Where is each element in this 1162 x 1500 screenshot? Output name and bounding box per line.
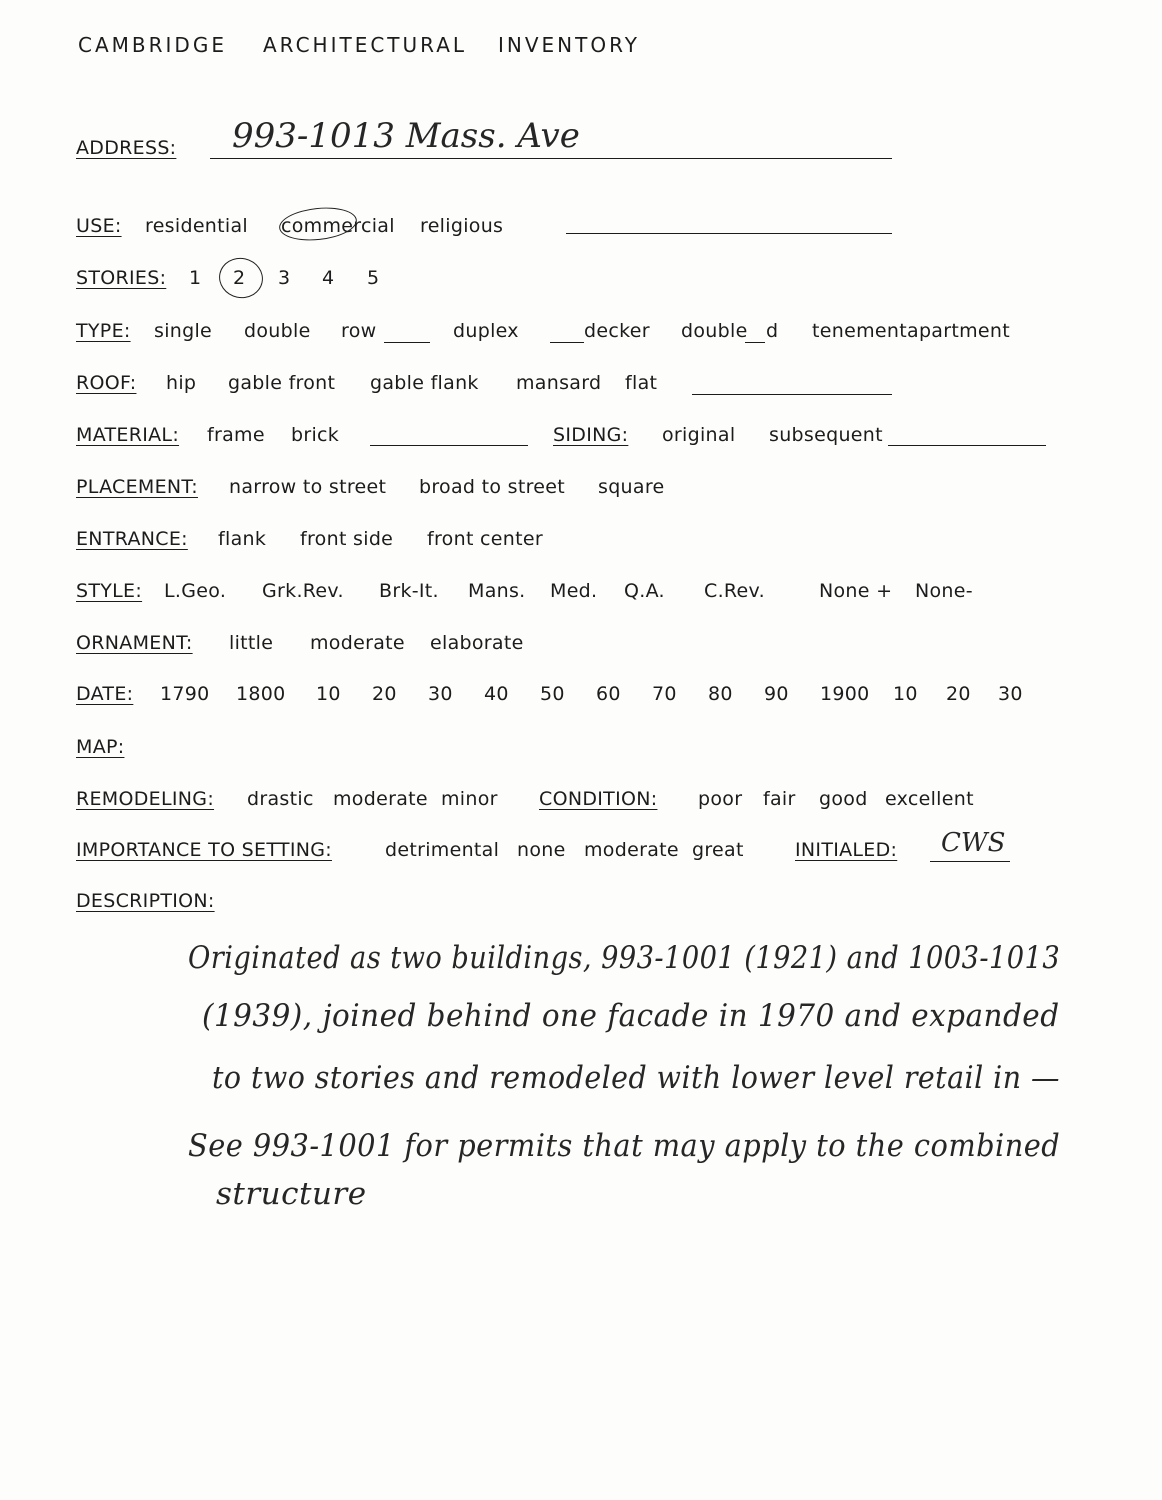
date-option-1810[interactable]: 10 [316,683,341,705]
roof-option-gable-flank[interactable]: gable flank [370,372,479,394]
type-double-d-blank [745,342,765,343]
use-label: USE: [76,215,122,237]
date-option-1920[interactable]: 20 [946,683,971,705]
date-option-1850[interactable]: 50 [540,683,565,705]
initialed-label: INITIALED: [795,839,898,861]
material-option-brick[interactable]: brick [291,424,340,446]
importance-option-detrimental[interactable]: detrimental [385,839,500,861]
date-option-1790[interactable]: 1790 [160,683,210,705]
ornament-option-elaborate[interactable]: elaborate [430,632,524,654]
style-label: STYLE: [76,580,143,602]
condition-option-fair[interactable]: fair [763,788,796,810]
placement-option-square[interactable]: square [598,476,665,498]
entrance-label: ENTRANCE: [76,528,188,550]
use-selection-circle [278,204,359,244]
placement-option-narrow[interactable]: narrow to street [229,476,387,498]
roof-option-flat[interactable]: flat [625,372,658,394]
stories-label: STORIES: [76,267,167,289]
use-option-residential[interactable]: residential [145,215,249,237]
header-architectural: ARCHITECTURAL [263,33,468,57]
material-label: MATERIAL: [76,424,180,446]
date-option-1820[interactable]: 20 [372,683,397,705]
style-option-crev[interactable]: C.Rev. [704,580,765,602]
importance-option-none[interactable]: none [517,839,566,861]
header-cambridge: CAMBRIDGE [78,33,227,57]
type-option-double-d[interactable]: double [681,320,748,342]
style-option-grkrev[interactable]: Grk.Rev. [262,580,344,602]
stories-option-5[interactable]: 5 [367,267,380,289]
roof-option-gable-front[interactable]: gable front [228,372,336,394]
use-other-line [566,233,892,234]
type-option-decker[interactable]: decker [584,320,650,342]
condition-option-good[interactable]: good [819,788,868,810]
initialed-value[interactable]: CWS [941,828,1006,858]
entrance-option-flank[interactable]: flank [218,528,267,550]
remodeling-option-moderate[interactable]: moderate [333,788,428,810]
address-line [210,158,892,159]
siding-option-subsequent[interactable]: subsequent [769,424,883,446]
roof-other-line [692,394,892,395]
condition-label: CONDITION: [539,788,658,810]
type-option-duplex[interactable]: duplex [453,320,519,342]
date-option-1870[interactable]: 70 [652,683,677,705]
date-option-1900[interactable]: 1900 [820,683,870,705]
type-option-double[interactable]: double [244,320,311,342]
date-option-1840[interactable]: 40 [484,683,509,705]
address-label: ADDRESS: [76,137,177,159]
ornament-option-moderate[interactable]: moderate [310,632,405,654]
material-other-line [370,445,528,446]
description-line-5: structure [216,1176,367,1212]
date-option-1880[interactable]: 80 [708,683,733,705]
stories-option-3[interactable]: 3 [278,267,291,289]
date-option-1800[interactable]: 1800 [236,683,286,705]
type-option-tenement[interactable]: tenement [812,320,907,342]
importance-option-moderate[interactable]: moderate [584,839,679,861]
type-option-d[interactable]: d [766,320,779,342]
roof-option-hip[interactable]: hip [166,372,197,394]
roof-label: ROOF: [76,372,137,394]
description-line-2: (1939), joined behind one facade in 1970 and expanded [202,998,1060,1034]
description-label: DESCRIPTION: [76,890,215,912]
condition-option-excellent[interactable]: excellent [885,788,974,810]
use-option-commercial[interactable]: commercial [281,215,395,237]
address-value[interactable]: 993-1013 Mass. Ave [232,116,580,156]
remodeling-option-minor[interactable]: minor [441,788,498,810]
date-option-1830[interactable]: 30 [428,683,453,705]
header-inventory: INVENTORY [498,33,640,57]
type-row-blank [384,342,430,343]
condition-option-poor[interactable]: poor [698,788,743,810]
stories-option-4[interactable]: 4 [322,267,335,289]
remodeling-label: REMODELING: [76,788,215,810]
stories-selection-circle [215,254,266,302]
initialed-line [930,861,1010,862]
stories-option-2[interactable]: 2 [233,267,246,289]
siding-option-original[interactable]: original [662,424,736,446]
description-line-4: See 993-1001 for permits that may apply to the combined [188,1128,1061,1164]
description-line-3: to two stories and remodeled with lower level retail in — [212,1060,1060,1096]
style-option-med[interactable]: Med. [550,580,598,602]
ornament-label: ORNAMENT: [76,632,193,654]
date-option-1930[interactable]: 30 [998,683,1023,705]
type-label: TYPE: [76,320,131,342]
type-option-apartment[interactable]: apartment [907,320,1010,342]
entrance-option-front-center[interactable]: front center [427,528,543,550]
style-option-mans[interactable]: Mans. [468,580,526,602]
date-option-1910[interactable]: 10 [893,683,918,705]
type-decker-blank [550,342,584,343]
description-line-1: Originated as two buildings, 993-1001 (1921) and 1003-1013 [188,940,1061,976]
map-label: MAP: [76,736,125,758]
material-option-frame[interactable]: frame [207,424,265,446]
siding-other-line [888,445,1046,446]
style-option-brkit[interactable]: Brk-It. [379,580,439,602]
placement-label: PLACEMENT: [76,476,198,498]
roof-option-mansard[interactable]: mansard [516,372,602,394]
stories-option-1[interactable]: 1 [189,267,202,289]
date-option-1860[interactable]: 60 [596,683,621,705]
style-option-none-plus[interactable]: None + [819,580,893,602]
placement-option-broad[interactable]: broad to street [419,476,566,498]
remodeling-option-drastic[interactable]: drastic [247,788,314,810]
style-option-none-minus[interactable]: None- [915,580,973,602]
date-label: DATE: [76,683,134,705]
importance-option-great[interactable]: great [692,839,744,861]
use-option-religious[interactable]: religious [420,215,504,237]
date-option-1890[interactable]: 90 [764,683,789,705]
siding-label: SIDING: [553,424,629,446]
style-option-lgeo[interactable]: L.Geo. [164,580,227,602]
importance-label: IMPORTANCE TO SETTING: [76,839,332,861]
type-option-row[interactable]: row [341,320,377,342]
style-option-qa[interactable]: Q.A. [624,580,665,602]
ornament-option-little[interactable]: little [229,632,274,654]
type-option-single[interactable]: single [154,320,213,342]
entrance-option-front-side[interactable]: front side [300,528,394,550]
